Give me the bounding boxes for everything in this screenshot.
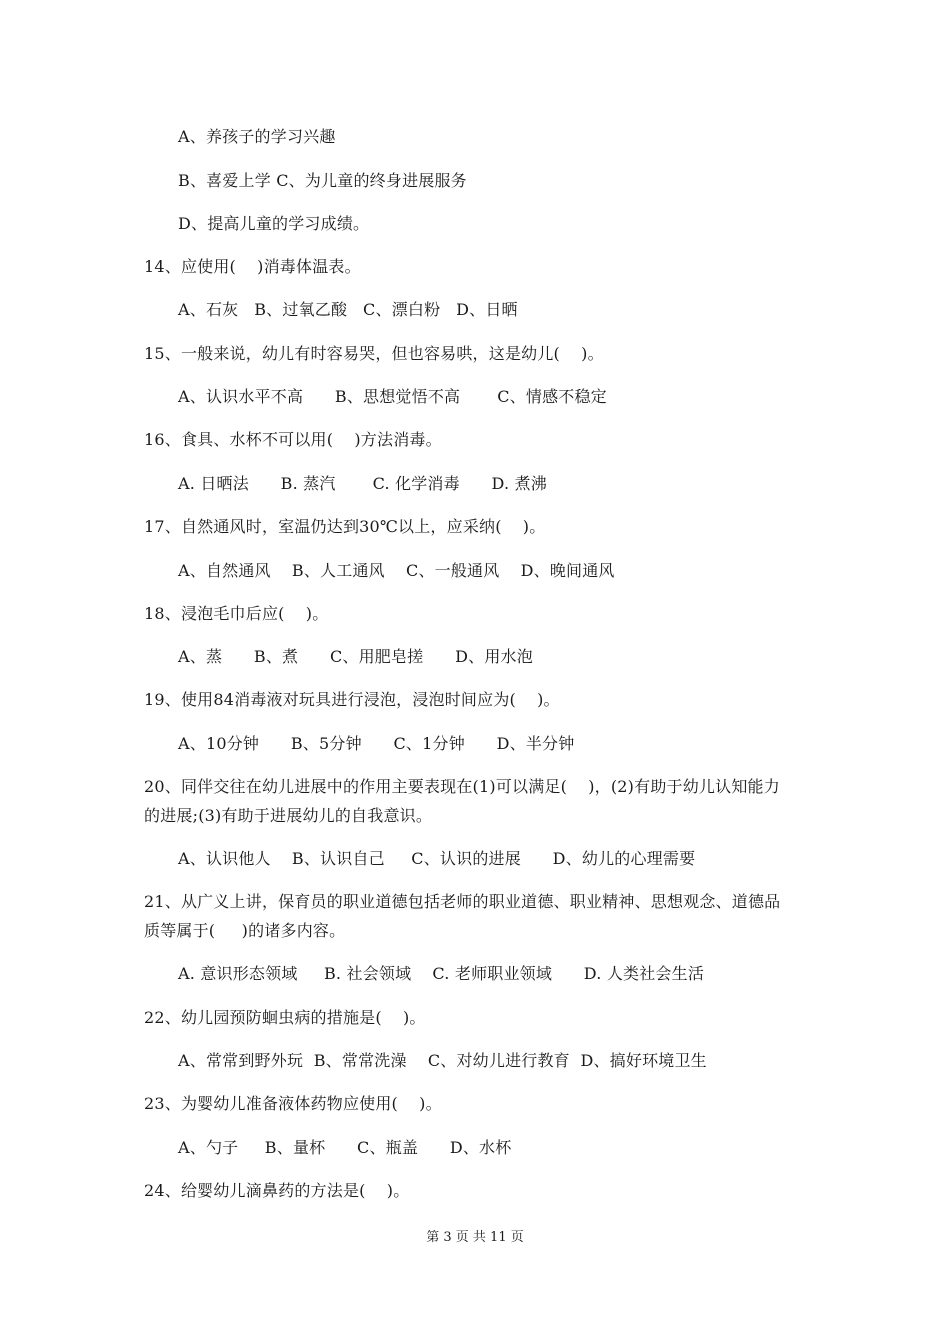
question-21-line-2: 质等属于( )的诸多内容。 bbox=[144, 921, 346, 940]
q17-options: A、自然通风 B、人工通风 C、一般通风 D、晚间通风 bbox=[178, 561, 615, 580]
q13-option-d: D、提高儿童的学习成绩。 bbox=[178, 214, 370, 233]
question-24: 24、给婴幼儿滴鼻药的方法是( )。 bbox=[144, 1181, 410, 1200]
q15-options: A、认识水平不高 B、思想觉悟不高 C、情感不稳定 bbox=[178, 387, 607, 406]
question-14: 14、应使用( )消毒体温表。 bbox=[144, 257, 361, 276]
q21-options: A. 意识形态领域 B. 社会领域 C. 老师职业领域 D. 人类社会生活 bbox=[178, 964, 705, 983]
question-20-line-2: 的进展;(3)有助于进展幼儿的自我意识。 bbox=[144, 806, 433, 825]
q18-options: A、蒸 B、煮 C、用肥皂搓 D、用水泡 bbox=[178, 647, 533, 666]
question-16: 16、食具、水杯不可以用( )方法消毒。 bbox=[144, 430, 442, 449]
page-number-footer: 第 3 页 共 11 页 bbox=[426, 1230, 524, 1245]
question-17: 17、自然通风时，室温仍达到30℃以上，应采纳( )。 bbox=[144, 517, 546, 536]
q16-options: A. 日晒法 B. 蒸汽 C. 化学消毒 D. 煮沸 bbox=[178, 474, 547, 493]
q19-options: A、10分钟 B、5分钟 C、1分钟 D、半分钟 bbox=[178, 734, 575, 753]
question-20-line-1: 20、同伴交往在幼儿进展中的作用主要表现在(1)可以满足( )，(2)有助于幼儿认知能力 bbox=[144, 777, 780, 796]
question-15: 15、一般来说，幼儿有时容易哭，但也容易哄，这是幼儿( )。 bbox=[144, 344, 604, 363]
question-21-line-1: 21、从广义上讲，保育员的职业道德包括老师的职业道德、职业精神、思想观念、道德品 bbox=[144, 892, 781, 911]
question-22: 22、幼儿园预防蛔虫病的措施是( )。 bbox=[144, 1008, 426, 1027]
q22-options: A、常常到野外玩 B、常常洗澡 C、对幼儿进行教育 D、搞好环境卫生 bbox=[178, 1051, 707, 1070]
q20-options: A、认识他人 B、认识自己 C、认识的进展 D、幼儿的心理需要 bbox=[178, 849, 696, 868]
question-23: 23、为婴幼儿准备液体药物应使用( )。 bbox=[144, 1094, 442, 1113]
q13-option-a: A、养孩子的学习兴趣 bbox=[178, 127, 336, 146]
q14-options: A、石灰 B、过氧乙酸 C、漂白粉 D、日晒 bbox=[178, 300, 518, 319]
question-19: 19、使用84消毒液对玩具进行浸泡，浸泡时间应为( )。 bbox=[144, 690, 560, 709]
q13-option-b-c: B、喜爱上学 C、为儿童的终身进展服务 bbox=[178, 171, 467, 190]
question-18: 18、浸泡毛巾后应( )。 bbox=[144, 604, 329, 623]
q23-options: A、勺子 B、量杯 C、瓶盖 D、水杯 bbox=[178, 1138, 512, 1157]
